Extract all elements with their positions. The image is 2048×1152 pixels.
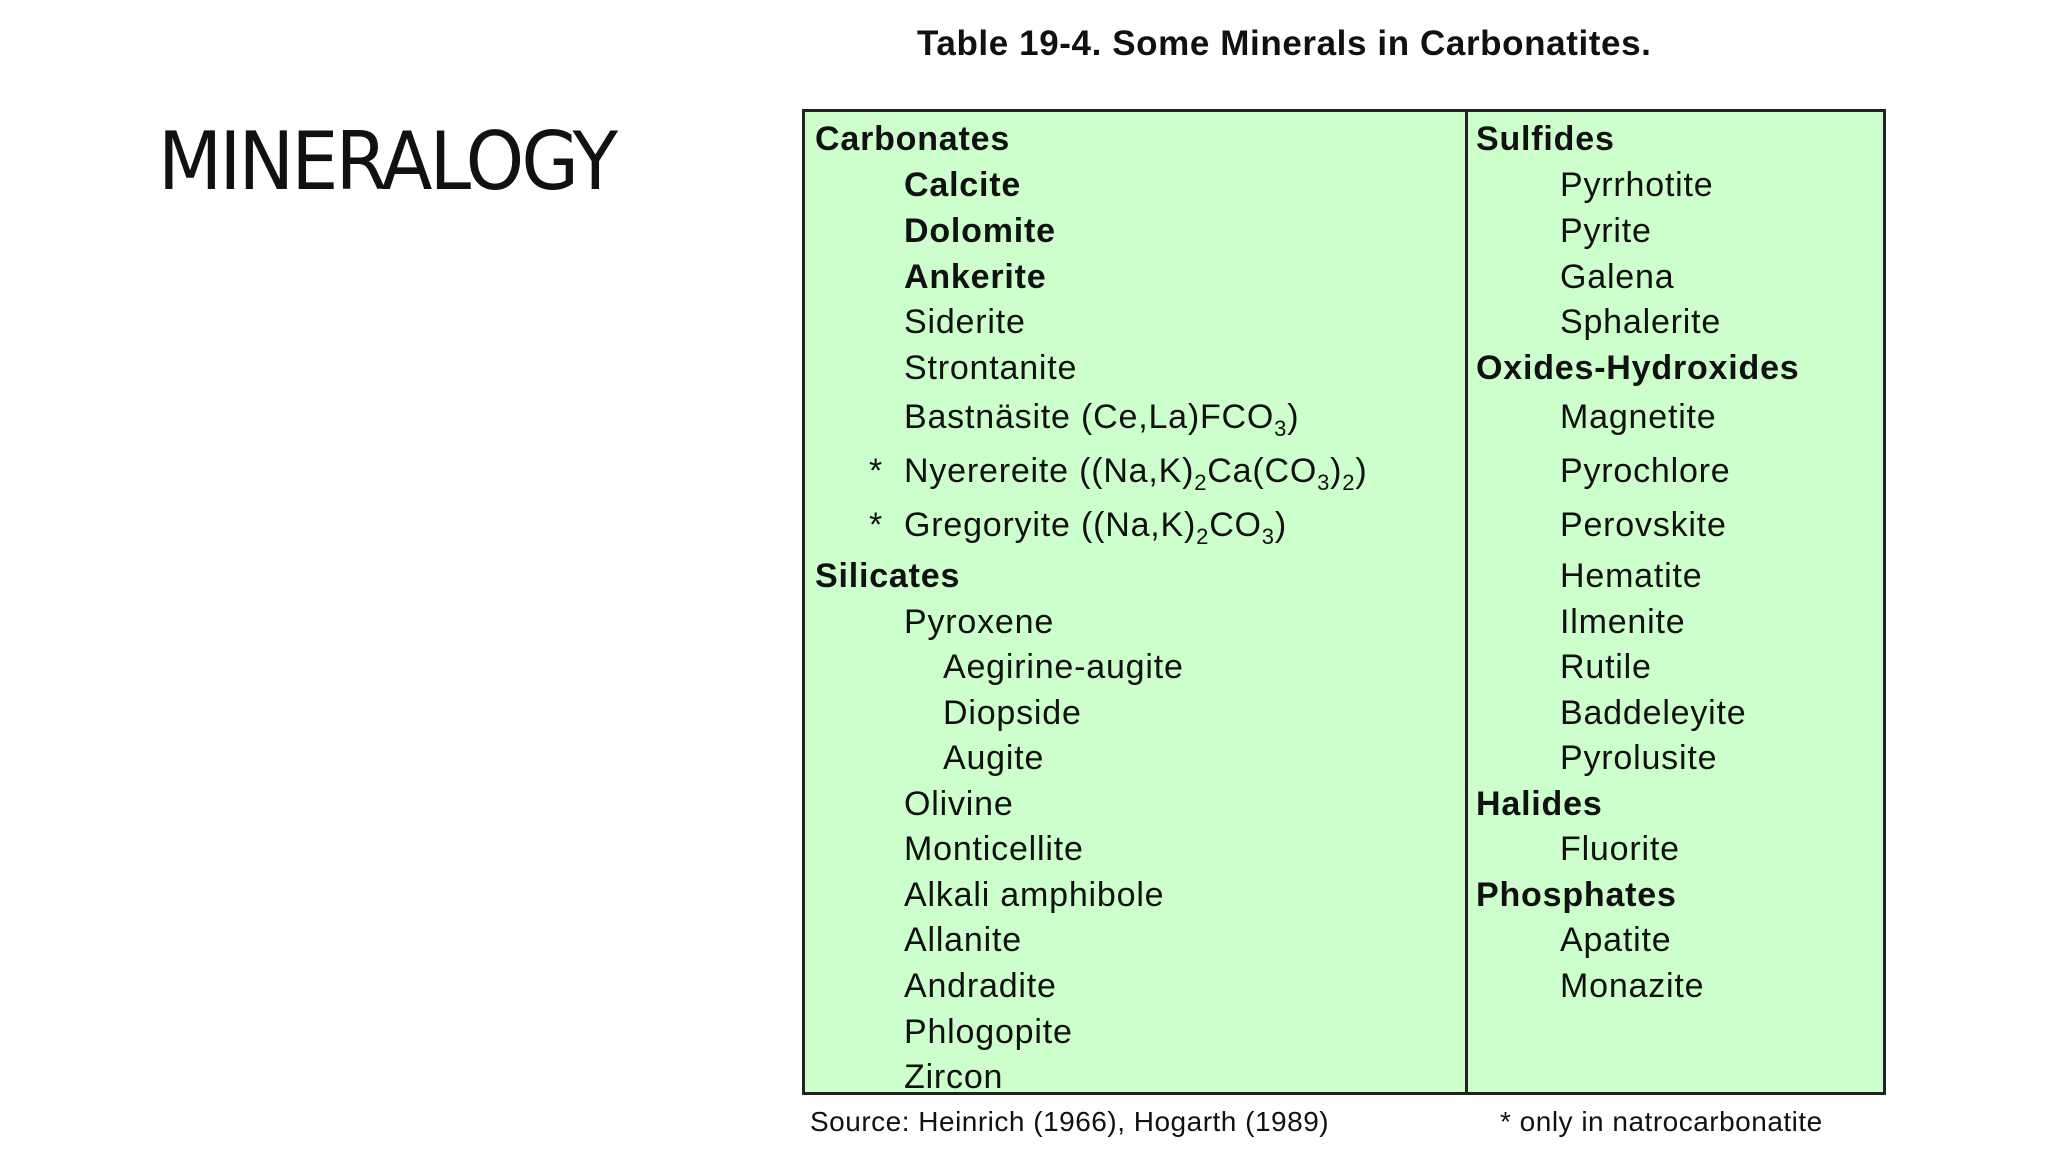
mineral-item-bastnasite [904, 400, 1299, 440]
mineral-subitem: Diopside [943, 694, 1082, 732]
formula-subscript: 2 [1196, 523, 1210, 549]
mineral-item: Allanite [904, 921, 1022, 959]
mineral-item: Ankerite [904, 258, 1047, 296]
mineral-item: Ilmenite [1560, 603, 1686, 641]
mineral-item: Calcite [904, 166, 1022, 204]
column-divider [1465, 112, 1468, 1092]
source-note: Source: Heinrich (1966), Hogarth (1989) [810, 1106, 1330, 1137]
mineral-item: Dolomite [904, 212, 1056, 250]
mineral-item: Rutile [1560, 648, 1652, 686]
mineral-formula: Bastnäsite (Ce,La)FCO [904, 398, 1275, 436]
formula-subscript: 2 [1342, 469, 1356, 495]
mineral-item: Magnetite [1560, 398, 1717, 436]
formula-subscript: 2 [1194, 469, 1208, 495]
footnote: * only in natrocarbonatite [1500, 1106, 1823, 1137]
mineral-item: Monazite [1560, 967, 1705, 1005]
mineral-table [802, 109, 1886, 1095]
mineral-item: Hematite [1560, 557, 1703, 595]
mineral-item: Perovskite [1560, 506, 1727, 544]
formula-subscript: 3 [1317, 469, 1331, 495]
category-halides: Halides [1476, 785, 1603, 823]
mineral-item-gregoryite [904, 508, 1287, 548]
mineral-item: Pyrochlore [1560, 452, 1731, 490]
formula-part: CO [1209, 506, 1262, 544]
mineral-item: Fluorite [1560, 830, 1680, 868]
formula-close: ) [1287, 398, 1300, 436]
mineral-subitem: Aegirine-augite [943, 648, 1184, 686]
mineral-item: Monticellite [904, 830, 1084, 868]
category-oxides-hydroxides: Oxides-Hydroxides [1476, 349, 1800, 387]
category-silicates: Silicates [815, 557, 961, 595]
mineral-item: Strontanite [904, 349, 1078, 387]
mineral-item: Baddeleyite [1560, 694, 1747, 732]
formula-close: ) [1355, 452, 1368, 490]
mineral-item: Pyrolusite [1560, 739, 1718, 777]
mineral-formula: Nyerereite ((Na,K) [904, 452, 1195, 490]
mineral-formula: Gregoryite ((Na,K) [904, 506, 1197, 544]
mineral-item: Galena [1560, 258, 1675, 296]
formula-part: Ca(CO [1207, 452, 1318, 490]
mineral-item: Sphalerite [1560, 303, 1722, 341]
mineral-item-nyerereite [904, 454, 1367, 494]
category-carbonates: Carbonates [815, 120, 1011, 158]
mineral-item: Zircon [904, 1058, 1004, 1096]
asterisk-marker: * [869, 452, 883, 490]
mineral-item: Pyrite [1560, 212, 1652, 250]
mineral-item: Pyroxene [904, 603, 1055, 641]
mineral-item: Phlogopite [904, 1013, 1073, 1051]
mineral-item: Apatite [1560, 921, 1672, 959]
mineral-item: Olivine [904, 785, 1014, 823]
mineral-item: Alkali amphibole [904, 876, 1165, 914]
mineral-item: Siderite [904, 303, 1026, 341]
category-sulfides: Sulfides [1476, 120, 1615, 158]
table-caption: Table 19-4. Some Minerals in Carbonatites. [917, 24, 1652, 63]
formula-close: ) [1330, 452, 1343, 490]
formula-subscript: 3 [1261, 523, 1275, 549]
slide-title: MINERALOGY [158, 115, 616, 208]
mineral-item: Pyrrhotite [1560, 166, 1714, 204]
category-phosphates: Phosphates [1476, 876, 1677, 914]
mineral-item: Andradite [904, 967, 1057, 1005]
asterisk-marker: * [869, 506, 883, 544]
formula-close: ) [1274, 506, 1287, 544]
mineral-subitem: Augite [943, 739, 1045, 777]
formula-subscript: 3 [1274, 415, 1288, 441]
